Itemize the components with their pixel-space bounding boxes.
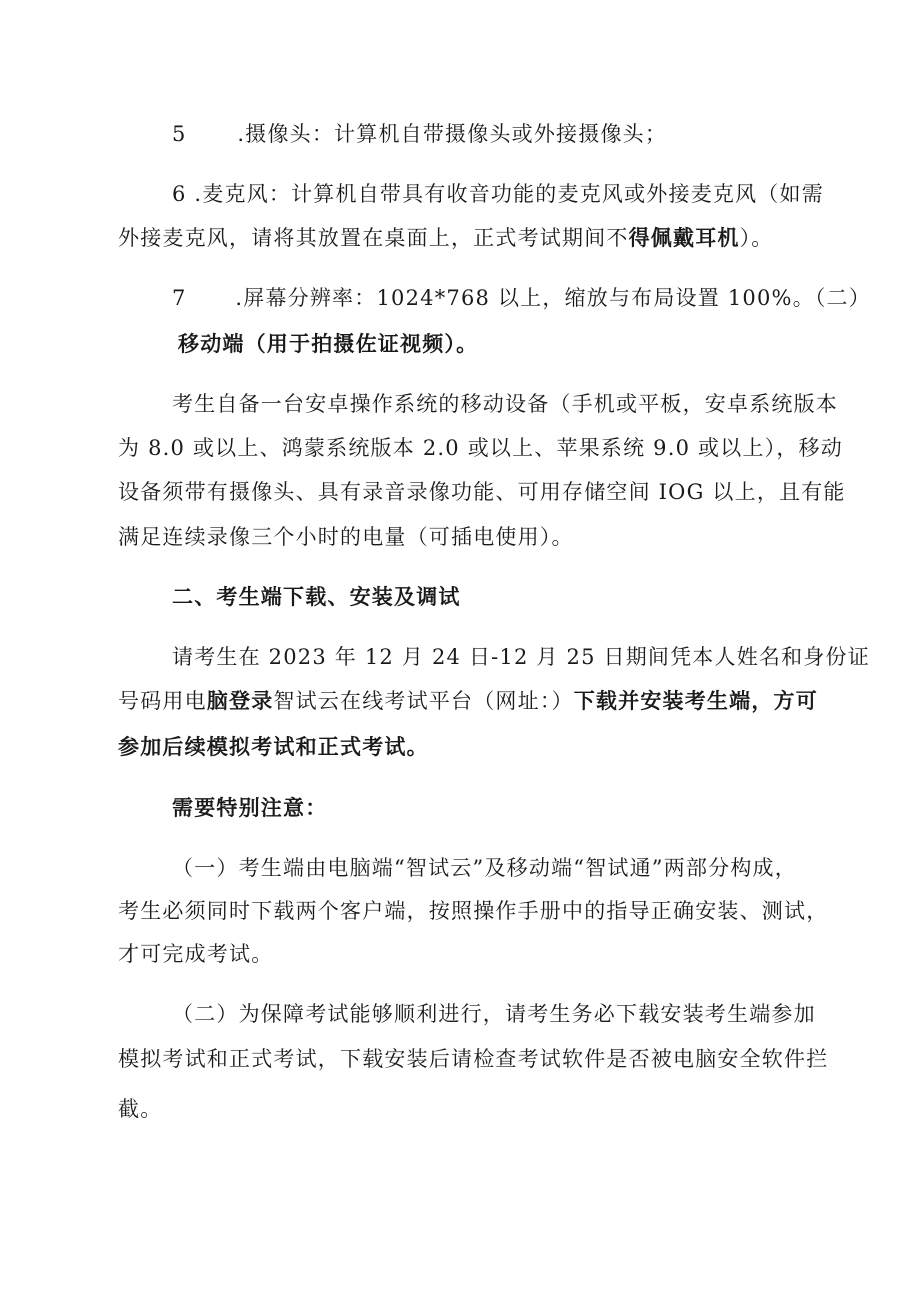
notice-2-line-2: 模拟考试和正式考试，下载安装后请检查考试软件是否被电脑安全软件拦 [118,1047,829,1071]
section-2-para-line-3: 参加后续模拟考试和正式考试。 [118,734,429,759]
notice-2-line-3: 截。 [118,1097,163,1121]
notice-1-line-1: （一）考生端由电脑端“智试云”及移动端“智试通”两部分构成， [172,856,797,880]
item-5-text: .摄像头：计算机自带摄像头或外接摄像头； [237,122,668,146]
mobile-heading: 移动端（用于拍摄佐证视频）。 [178,331,479,356]
mobile-para-line-4: 满足连续录像三个小时的电量（可插电使用）。 [118,525,574,549]
notice-heading: 需要特别注意： [172,795,328,820]
item-6-line-2-end: ）。 [739,226,774,250]
mobile-para-line-3: 设备须带有摄像头、具有录音录像功能、可用存储空间 IOG 以上，且有能 [118,480,846,504]
notice-1-line-2: 考生必须同时下载两个客户端，按照操作手册中的指导正确安装、测试， [118,899,829,923]
section-2-line-2-bold-b: 下载并安装考生端，方可 [573,688,818,713]
section-2-para-line-1: 请考生在 2023 年 12 月 24 日-12 月 25 日期间凭本人姓名和身份证 [172,645,870,669]
item-5-number: 5 [172,122,186,146]
notice-2-line-1: （二）为保障考试能够顺利进行，请考生务必下载安装考生端参加 [172,1002,816,1026]
item-7 [172,284,871,312]
section-2-line-2-a: 号码用电 [118,689,207,713]
notice-1-line-3: 才可完成考试。 [118,942,274,966]
item-6-line-2-text: 外接麦克风，请将其放置在桌面上，正式考试期间不 [118,226,629,250]
item-7-text: .屏幕分辨率：1024*768 以上，缩放与布局设置 100%。（二） [235,286,871,310]
item-6-line-2-bold: 得佩戴耳机 [628,225,740,250]
mobile-para-line-2: 为 8.0 或以上、鸿蒙系统版本 2.0 或以上、苹果系统 9.0 或以上），移动 [118,436,843,460]
mobile-para-line-1: 考生自备一台安卓操作系统的移动设备（手机或平板，安卓系统版本 [172,392,838,416]
section-2-line-2-b: 智试云在线考试平台（网址：） [273,689,574,713]
section-2-para-line-2 [118,687,818,715]
item-6-line-1: 6 .麦克风：计算机自带具有收音功能的麦克风或外接麦克风（如需 [172,182,824,206]
section-2-line-2-bold-a: 脑登录 [206,688,274,713]
section-2-heading: 二、考生端下载、安装及调试 [172,584,461,609]
item-5 [172,120,667,148]
item-6-line-2 [118,224,774,252]
item-7-number: 7 [172,286,186,310]
